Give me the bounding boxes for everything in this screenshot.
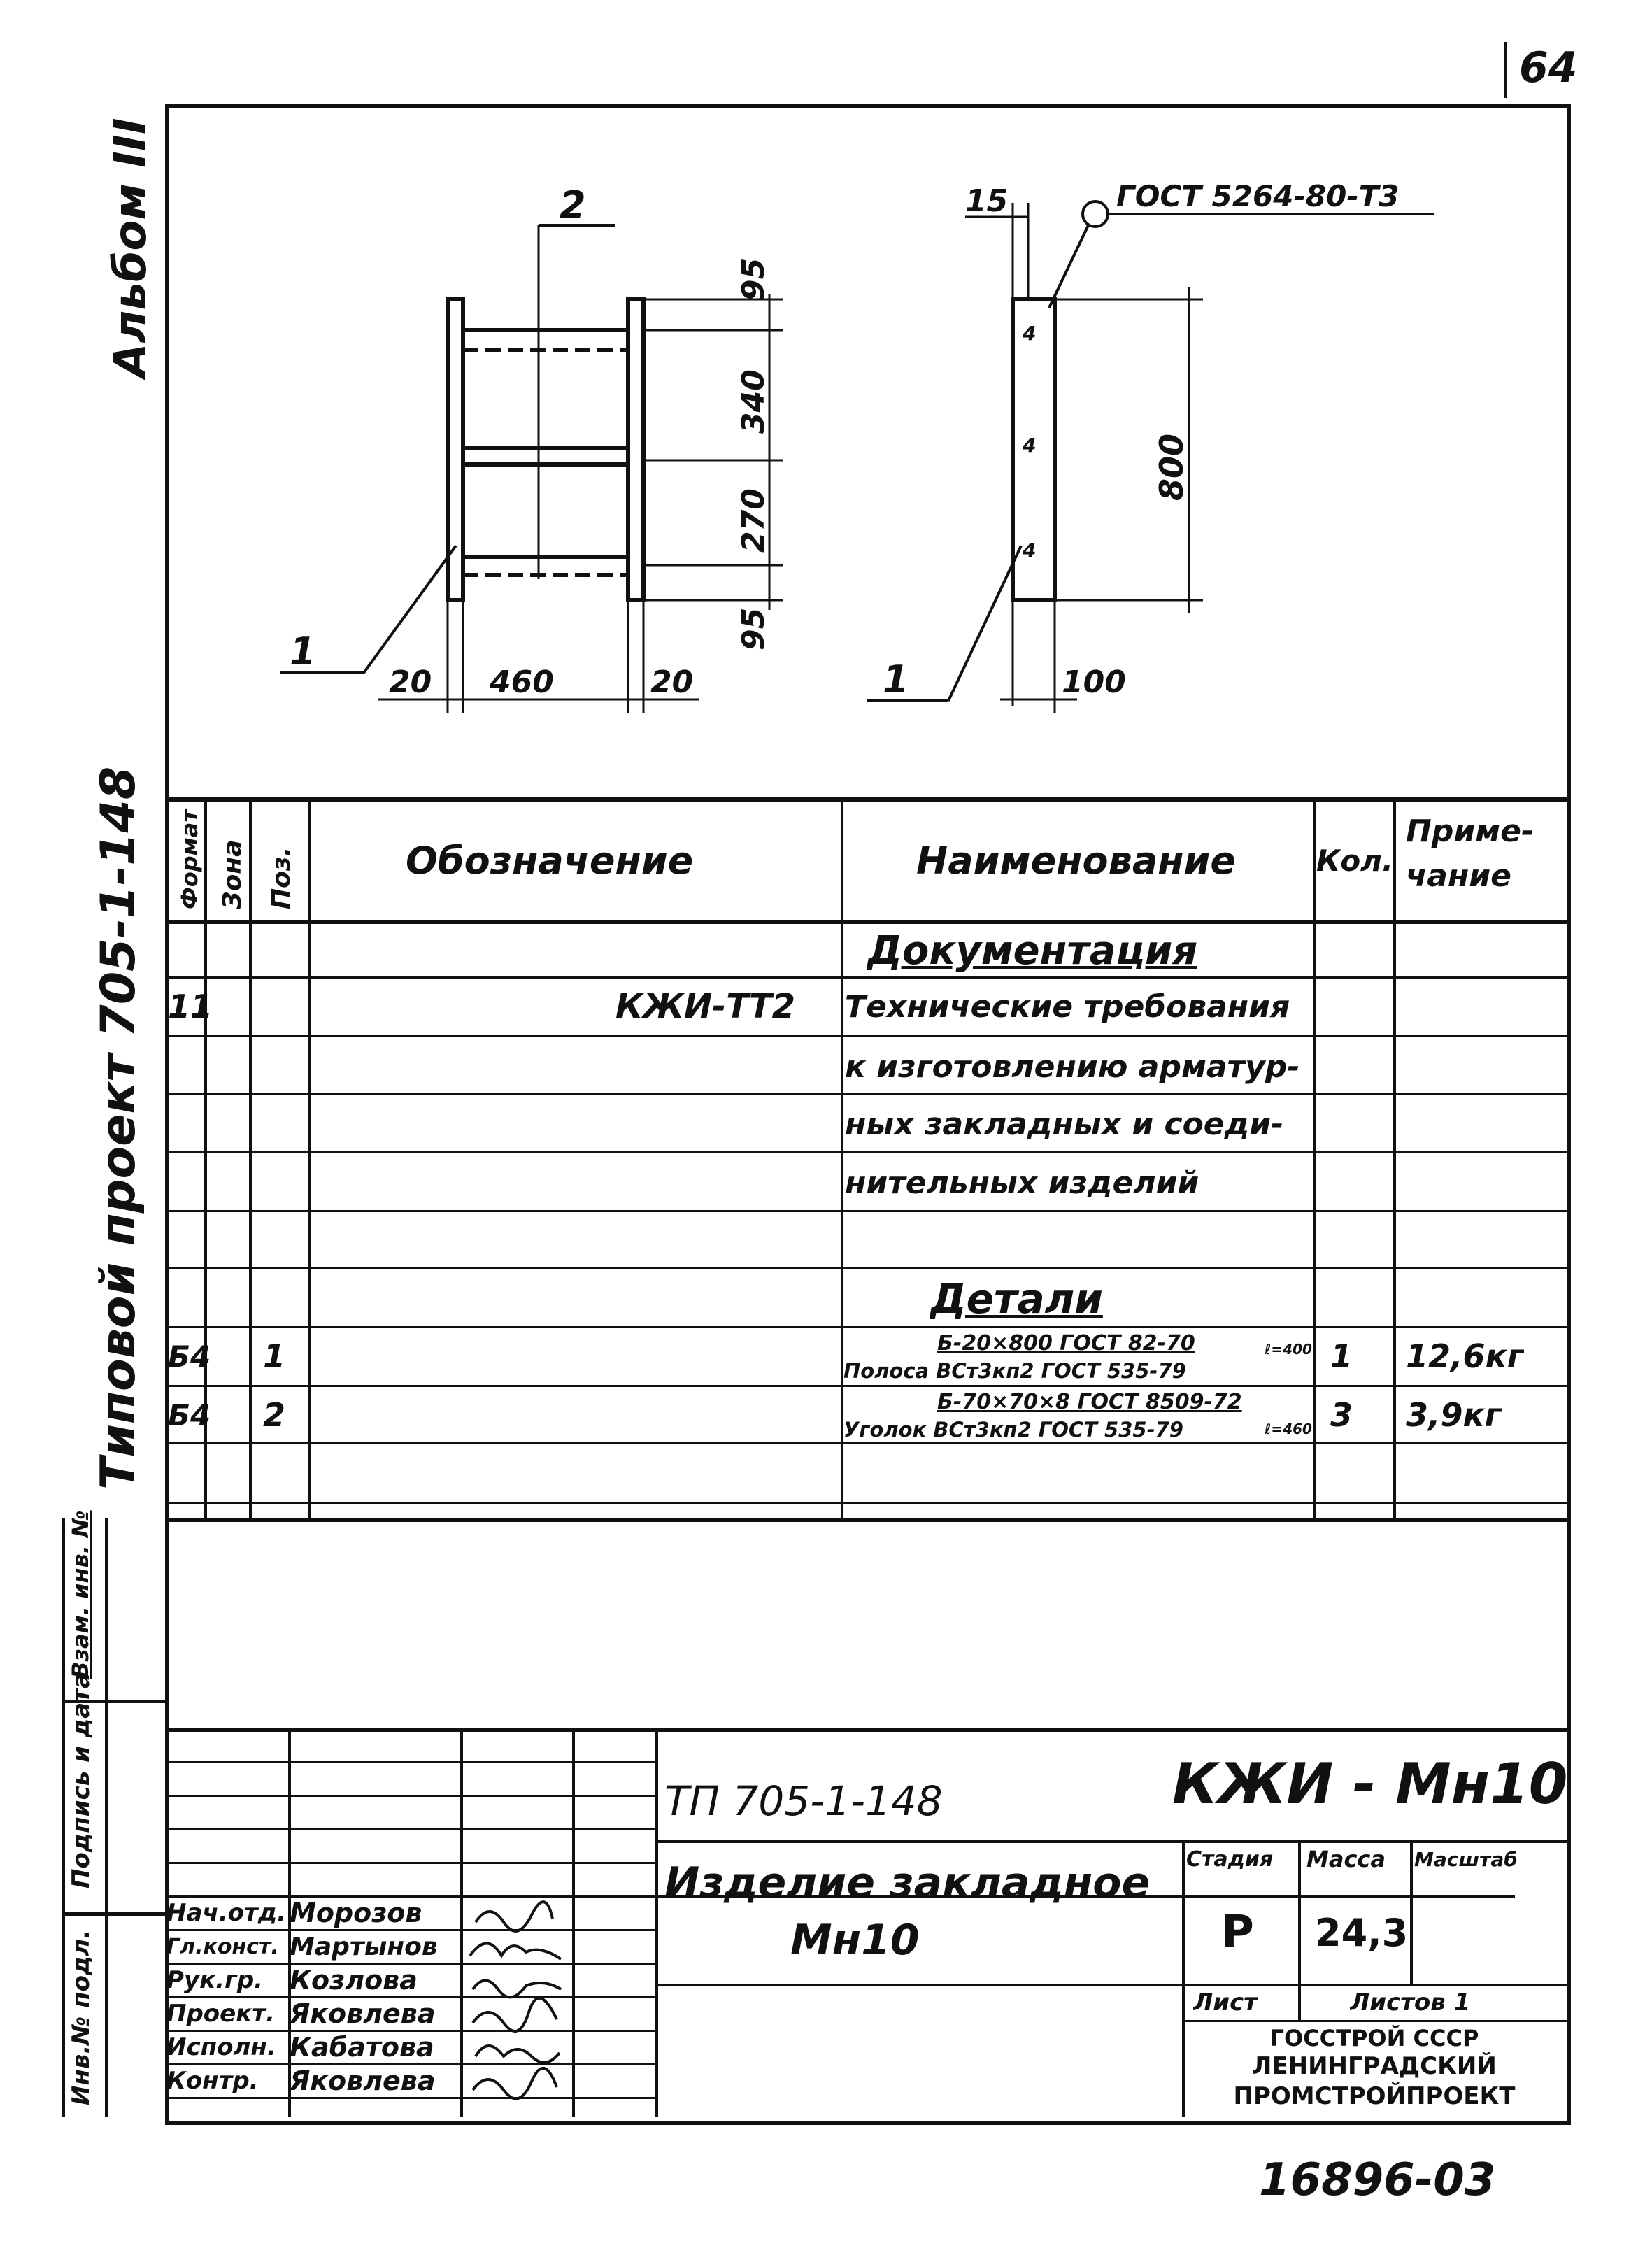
scale-label: Масштаб: [1414, 1847, 1518, 1871]
detail-1-qty: 1: [1330, 1337, 1353, 1375]
side-dim-800: 800: [1153, 433, 1190, 501]
sig-name-3: Козлова: [290, 1965, 418, 1996]
mass-label: Масса: [1306, 1846, 1386, 1872]
detail-1-name-bottom: Полоса ВСт3кп2 ГОСТ 535-79: [843, 1359, 1186, 1383]
side-dim-100: 100: [1062, 664, 1126, 700]
title-line-2: Мн10: [790, 1916, 920, 1965]
stamp-sign-date: Подпись и дата: [67, 1672, 95, 1888]
header-zone: Зона: [218, 839, 247, 909]
title-line-1: Изделие закладное: [664, 1858, 1151, 1907]
stage-value: Р: [1221, 1907, 1254, 1958]
doc-name-line-1: Технические требования: [845, 988, 1290, 1025]
sheet-label: Лист: [1193, 1989, 1258, 2016]
header-note-2: чание: [1406, 858, 1511, 894]
stamp-inv-orig: Инв.№ подл.: [67, 1929, 95, 2105]
project-label: Типовой проект 705-1-148: [91, 766, 146, 1490]
sig-role-6: Контр.: [166, 2067, 259, 2095]
sig-role-5: Исполн.: [166, 2033, 276, 2061]
sig-role-1: Нач.отд.: [166, 1899, 287, 1927]
sig-role-3: Рук.гр.: [166, 1966, 264, 1994]
front-dim-95-bottom: 95: [736, 607, 771, 650]
doc-format: 11: [168, 988, 213, 1025]
stamp-inv-replace: Взам. инв. №: [67, 1510, 94, 1679]
org-line-3: ПРОМСТРОЙПРОЕКТ: [1233, 2082, 1516, 2110]
detail-2-name-bottom: Уголок ВСт3кп2 ГОСТ 535-79: [843, 1418, 1183, 1442]
weld-mark-3: 4: [1023, 539, 1037, 562]
weld-standard: ГОСТ 5264-80-Т3: [1116, 179, 1400, 213]
sig-name-6: Яковлева: [290, 2065, 436, 2096]
sig-role-4: Проект.: [166, 2000, 275, 2028]
header-format: Формат: [176, 809, 203, 909]
stage-label: Стадия: [1186, 1847, 1274, 1872]
detail-1-name-top: Б-20×800 ГОСТ 82-70: [937, 1330, 1195, 1356]
front-pos-label-1: 1: [290, 629, 316, 674]
weld-mark-1: 4: [1023, 322, 1037, 345]
sig-name-5: Кабатова: [290, 2032, 434, 2063]
sig-name-4: Яковлева: [290, 1998, 436, 2029]
header-name: Наименование: [916, 838, 1237, 883]
section-details: Детали: [930, 1275, 1103, 1323]
detail-1-pos: 1: [263, 1337, 286, 1375]
project-code: ТП 705-1-148: [664, 1777, 943, 1825]
sig-name-2: Мартынов: [290, 1932, 438, 1961]
front-dim-95-top: 95: [736, 257, 771, 301]
detail-1-note: 12,6кг: [1406, 1337, 1524, 1375]
detail-1-format: Б4: [168, 1339, 211, 1374]
org-line-1: ГОССТРОЙ СССР: [1269, 2025, 1479, 2051]
detail-2-note: 3,9кг: [1406, 1396, 1502, 1434]
doc-name-line-3: ных закладных и соеди-: [845, 1106, 1284, 1142]
detail-2-qty: 3: [1330, 1396, 1353, 1434]
front-dim-20-left: 20: [389, 664, 432, 700]
front-dim-460: 460: [490, 664, 554, 700]
doc-name-line-2: к изготовлению арматур-: [845, 1048, 1300, 1085]
front-dim-20-right: 20: [650, 664, 694, 700]
detail-2-name-suffix: ℓ=460: [1265, 1421, 1312, 1437]
sig-role-2: Гл.конст.: [166, 1934, 279, 1959]
doc-designation: КЖИ-ТТ2: [615, 987, 795, 1026]
detail-2-name-top: Б-70×70×8 ГОСТ 8509-72: [937, 1389, 1242, 1414]
org-line-2: ЛЕНИНГРАДСКИЙ: [1252, 2052, 1497, 2080]
sheets-label: Листов 1: [1350, 1989, 1471, 2016]
doc-name-line-4: нительных изделий: [845, 1165, 1199, 1201]
album-label: Альбом III: [105, 118, 157, 378]
header-note-1: Приме-: [1406, 813, 1534, 849]
detail-1-name-suffix: ℓ=400: [1265, 1341, 1312, 1358]
front-pos-label-2: 2: [560, 183, 586, 227]
weld-mark-2: 4: [1023, 434, 1037, 457]
header-qty: Кол.: [1316, 843, 1393, 878]
sig-name-1: Морозов: [290, 1898, 422, 1928]
mass-value: 24,3: [1315, 1910, 1409, 1955]
document-code: КЖИ - Мн10: [1172, 1751, 1568, 1816]
front-dim-270: 270: [736, 488, 771, 553]
bottom-number: 16896-03: [1259, 2154, 1496, 2206]
section-documentation: Документация: [867, 927, 1198, 974]
header-pos: Поз.: [267, 846, 296, 909]
side-dim-15: 15: [965, 183, 1009, 219]
detail-2-pos: 2: [263, 1396, 286, 1434]
front-dim-340: 340: [736, 369, 771, 434]
header-designation: Обозначение: [406, 838, 694, 883]
detail-2-format: Б4: [168, 1397, 211, 1432]
sheet-number: 64: [1519, 43, 1578, 92]
side-pos-label-1: 1: [883, 657, 909, 702]
